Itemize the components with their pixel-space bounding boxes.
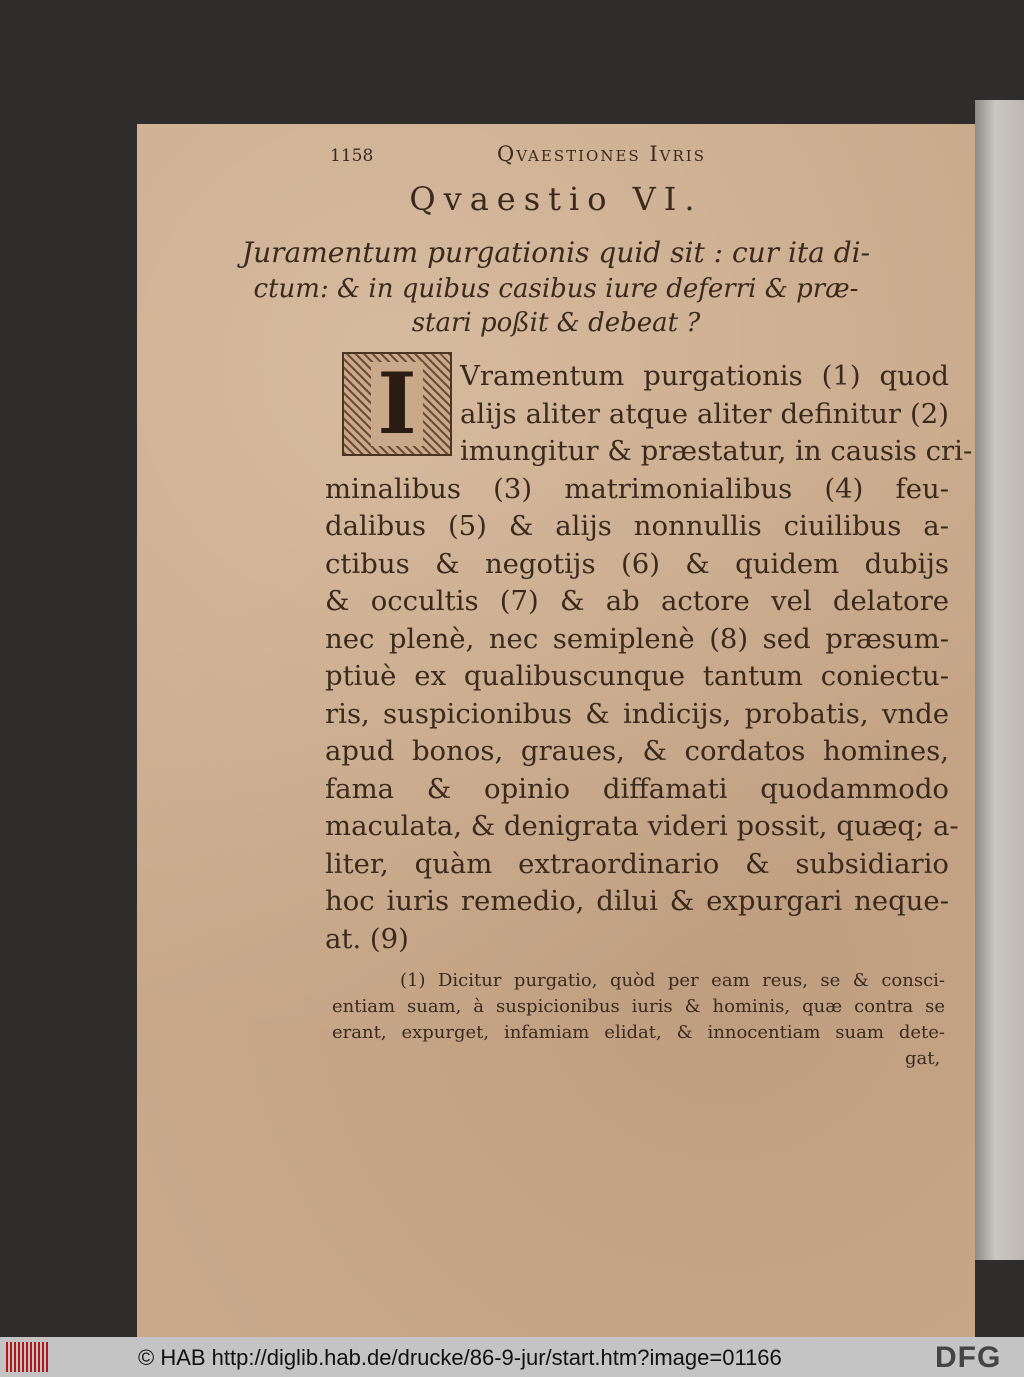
dfg-logo: DFG [935, 1341, 1002, 1374]
body-line: Vramentum purgationis (1) quod [460, 360, 949, 392]
body-line: minalibus (3) matrimonialibus (4) feu- [325, 472, 949, 505]
footnote-line: entiam suam, à suspicionibus iuris & hominis, quæ contra se [332, 996, 945, 1017]
body-line: alijs aliter atque aliter definitur (2) [460, 397, 949, 430]
body-line: & occultis (7) & ab actore vel delatore [325, 585, 949, 617]
question-title: Qvaestio VI. [409, 180, 703, 218]
body-line: imungitur & præstatur, in causis cri- [460, 435, 973, 467]
body-line: nec plenè, nec semiplenè (8) sed præsum- [325, 622, 949, 655]
body-line: hoc iuris remedio, dilui & expurgari neque- [325, 885, 949, 917]
body-line: fama & opinio diffamati quodammodo [325, 772, 949, 805]
page-number: 1158 [330, 146, 374, 166]
body-line: maculata, & denigrata videri possit, quæq; a- [325, 810, 959, 842]
body-line: ris, suspicionibus & indicijs, probatis, vnde [325, 697, 949, 730]
body-line: ptiuè ex qualibuscunque tantum coniectu- [325, 660, 949, 692]
footer-bar [0, 1337, 1024, 1377]
body-line: apud bonos, graues, & cordatos homines, [325, 735, 949, 767]
body-line: at. (9) [325, 922, 409, 955]
subtitle-line: ctum: & in quibus casibus iure deferri & præ- [253, 274, 859, 304]
body-line: liter, quàm extraordinario & subsidiario [325, 847, 949, 880]
footnote-line: gat, [905, 1048, 941, 1069]
body-line: dalibus (5) & alijs nonnullis ciuilibus a- [325, 510, 949, 542]
ornamental-drop-cap [342, 352, 452, 456]
subtitle-line: stari poßit & debeat ? [411, 308, 701, 338]
body-line: ctibus & negotijs (6) & quidem dubijs [325, 547, 949, 580]
footnote-line: erant, expurget, infamiam elidat, & innocentiam suam dete- [332, 1022, 945, 1043]
drop-cap-letter: I [371, 362, 422, 446]
book-page [137, 124, 975, 1337]
running-title: Qvaestiones Ivris [497, 142, 706, 166]
hab-logo [6, 1342, 48, 1372]
footnote-line: (1) Dicitur purgatio, quòd per eam reus, se & consci- [400, 970, 945, 991]
subtitle-line: Juramentum purgationis quid sit : cur ita di- [241, 236, 871, 269]
adjacent-page-edge [975, 100, 1024, 1260]
copyright-url: © HAB http://diglib.hab.de/drucke/86-9-jur/start.htm?image=01166 [138, 1345, 782, 1370]
